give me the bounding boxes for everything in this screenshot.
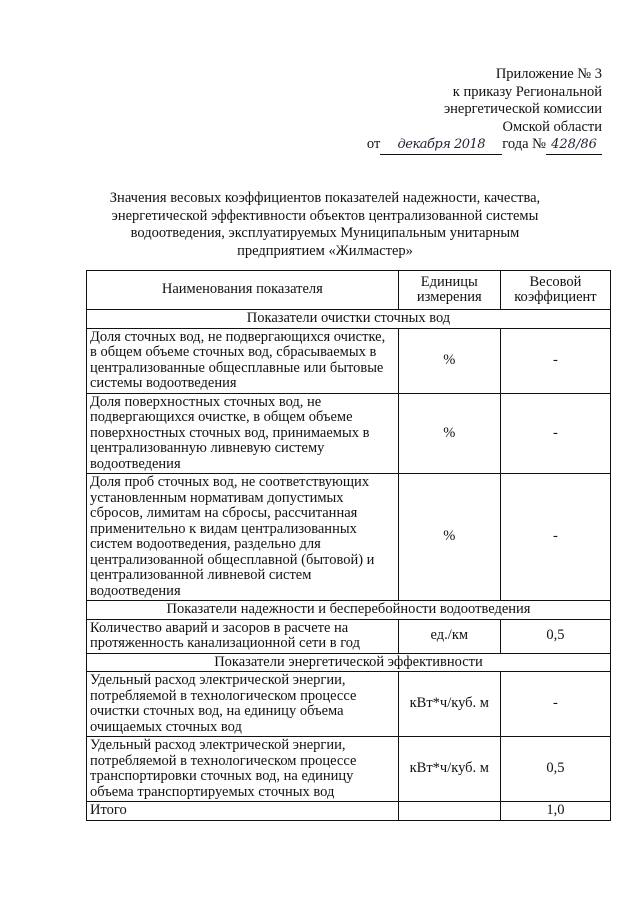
section-row [87,601,611,620]
indicator-coef: 0,5 [500,737,610,802]
table-row [87,737,611,802]
table-row [87,474,611,601]
title-line: Значения весовых коэффициентов показателей надежности, качества, [109,190,541,206]
table-row [87,619,611,653]
header-name: Наименования показателя [87,271,399,310]
table-row [87,672,611,737]
indicator-name: Удельный расход электрической энергии, потребляемой в технологическом процессе очистки сточных вод, на единицу объема очищаемых сточных вод [87,672,399,737]
table-header-row [87,271,611,310]
indicator-unit: % [398,393,500,474]
indicator-name: Доля поверхностных сточных вод, не подвергающихся очистке, в общем объеме поверхностных сточных вод, принимаемых в централизованную ливневую систему водоотведения [87,393,399,474]
indicator-name: Доля сточных вод, не подвергающихся очистке, в общем объеме сточных вод, сбрасываемых в централизованные общесплавные или бытовые системы водоотведения [87,328,399,393]
indicator-unit: кВт*ч/куб. м [398,672,500,737]
appendix-title: Приложение № 3 [495,66,602,82]
indicator-name: Количество аварий и засоров в расчете на протяженность канализационной сети в год [87,619,399,653]
indicator-coef: - [500,328,610,393]
order-date-line [367,136,602,155]
title-line: водоотведения, эксплуатируемых Муниципальным унитарным [130,225,520,241]
indicator-unit: ед./км [398,619,500,653]
coefficients-table [86,270,611,821]
title-line: энергетической эффективности объектов централизованной системы [111,207,539,224]
indicator-name: Удельный расход электрической энергии, потребляемой в технологическом процессе транспортировки сточных вод, на единицу объема транспортируемых сточных вод [87,737,399,802]
indicator-coef: - [500,474,610,601]
indicator-name: Доля проб сточных вод, не соответствующих установленным нормативам допустимых сбросов, лимитам на сбросы, рассчитанная применительно к видам централизованных систем водоотведения, раздельно для централизованной общесплавной (бытовой) и централизованной ливневой систем водоотведения [87,474,399,601]
section-title: Показатели надежности и бесперебойности водоотведения [87,601,611,620]
handwritten-date: декабря 2018 [380,136,502,155]
appendix-region: Омской области [502,118,602,135]
total-row [87,802,611,821]
indicator-unit: % [398,328,500,393]
indicator-coef: - [500,672,610,737]
section-title: Показатели энергетической эффективности [87,653,611,672]
appendix-order-ref: к приказу Региональной [452,83,602,100]
appendix-commission: энергетической комиссии [443,101,602,117]
total-label: Итого [87,802,399,821]
indicator-coef: - [500,393,610,474]
year-suffix: года № [502,136,546,152]
title-line: предприятием «Жилмастер» [237,242,413,259]
total-coef: 1,0 [500,802,610,821]
indicator-coef: 0,5 [500,619,610,653]
section-row [87,653,611,672]
header-unit: Единицы измерения [398,271,500,310]
header-coef: Весовой коэффициент [500,271,610,310]
document-title [96,190,554,260]
section-title: Показатели очистки сточных вод [87,310,611,329]
handwritten-order-number: 428/86 [546,136,602,155]
table-row [87,393,611,474]
appendix-block [367,66,602,155]
table-row [87,328,611,393]
indicator-unit: кВт*ч/куб. м [398,737,500,802]
from-prefix: от [366,136,381,152]
section-row [87,310,611,329]
indicator-unit: % [398,474,500,601]
total-unit [398,802,500,821]
